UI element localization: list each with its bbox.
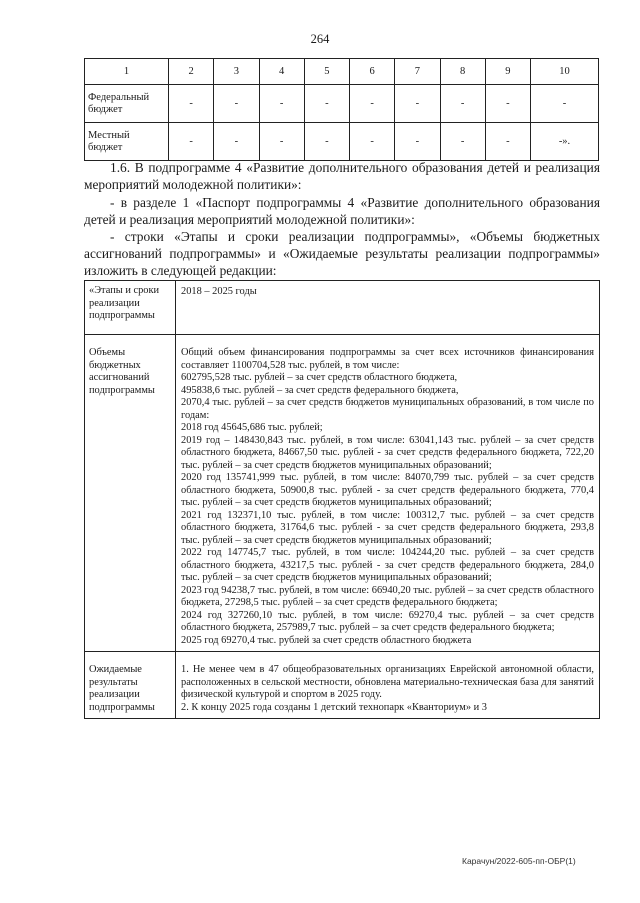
table-cell: -: [440, 85, 485, 123]
text-line: 495838,6 тыс. рублей – за счет средств федерального бюджета,: [181, 384, 459, 396]
document-code: Карачун/2022-605-пп-ОБР(1): [462, 856, 576, 866]
header-cell: 1: [85, 59, 169, 85]
table-header-row: [85, 59, 599, 85]
paragraph-rows-instruction: - строки «Этапы и сроки реализации подпрограммы», «Объемы бюджетных ассигнований подпрограммы» и «Ожидаемые результаты реализации подпрограммы» изложить в следующей редакции:: [84, 229, 600, 278]
table-cell: -: [485, 123, 530, 161]
text-line: Общий объем финансирования подпрограммы за счет всех источников финансирования составляет 1100704,528 тыс. рублей, в том числе:: [181, 347, 594, 371]
table-cell: -: [531, 85, 599, 123]
header-cell: 6: [350, 59, 395, 85]
table-cell: 2018 – 2025 годы: [176, 281, 600, 335]
text-line: 2070,4 тыс. рублей – за счет средств бюджетов муниципальных образований, в том числе по годам:: [181, 397, 594, 421]
table-cell: -: [259, 85, 304, 123]
table-cell: -: [259, 123, 304, 161]
text-line: 2020 год 135741,999 тыс. рублей, в том числе: 84070,799 тыс. рублей – за счет средств областного бюджета, 50900,8 тыс. рублей - за счет средств федерального бюджета, 770,4 тыс. рублей – за счет средств бюджетов муниципальных образований;: [181, 472, 594, 508]
text-line: 602795,528 тыс. рублей – за счет средств областного бюджета,: [181, 372, 458, 383]
row-label: Ожидаемые результаты реализации подпрограммы: [85, 652, 176, 719]
table-row: [85, 335, 600, 652]
budget-table-fragment: [84, 58, 599, 161]
table-cell: -: [395, 85, 440, 123]
text-line: 2019 год – 148430,843 тыс. рублей, в том числе: 63041,143 тыс. рублей – за счет средств областного бюджета, 84667,50 тыс. рублей - за счет средств федерального бюджета, 722,20 тыс. рублей – за счет средств бюджетов муниципальных образований;: [181, 434, 594, 471]
text-line: 2. К концу 2025 года созданы 1 детский технопарк «Кванториум» и 3: [181, 701, 488, 713]
table-cell: -: [350, 123, 395, 161]
table-row: [85, 85, 599, 123]
table-cell: -».: [531, 123, 599, 161]
page-number: 264: [310, 32, 330, 46]
table-cell: -: [485, 85, 530, 123]
row-label: «Этапы и сроки реализации подпрограммы: [85, 281, 176, 335]
table-cell: -: [214, 123, 259, 161]
table-row: [85, 652, 600, 719]
table-cell: -: [350, 85, 395, 123]
table-cell: -: [304, 85, 349, 123]
text-line: 2024 год 327260,10 тыс. рублей, в том числе: 69270,4 тыс. рублей – за счет средств областного бюджета, 257989,7 тыс. рублей – за счет средств федерального бюджета;: [181, 609, 594, 633]
subprogram-passport-table: [84, 280, 600, 719]
header-cell: 3: [214, 59, 259, 85]
header-cell: 2: [169, 59, 214, 85]
header-cell: 9: [485, 59, 530, 85]
header-cell: 5: [304, 59, 349, 85]
table-row: [85, 123, 599, 161]
header-cell: 4: [259, 59, 304, 85]
text-line: 2023 год 94238,7 тыс. рублей, в том числе: 66940,20 тыс. рублей – за счет средств областного бюджета, 27298,5 тыс. рублей – за счет средств федерального бюджета;: [181, 584, 594, 608]
text-line: 2021 год 132371,10 тыс. рублей, в том числе: 100312,7 тыс. рублей – за счет средств областного бюджета, 31764,6 тыс. рублей - за счет средств федерального бюджета, 293,8 тыс. рублей – за счет средств бюджетов муниципальных образований;: [181, 509, 594, 546]
table-cell: -: [214, 85, 259, 123]
header-cell: 8: [440, 59, 485, 85]
table-cell: -: [395, 123, 440, 161]
header-cell: 10: [531, 59, 599, 85]
text-line: 2022 год 147745,7 тыс. рублей, в том числе: 104244,20 тыс. рублей – за счет средств областного бюджета, 43217,5 тыс. рублей - за счет средств федерального бюджета, 284,0 тыс. рублей – за счет средств бюджетов муниципальных образований;: [181, 547, 594, 583]
text-line: 2025 год 69270,4 тыс. рублей за счет средств областного бюджета: [181, 634, 472, 646]
row-label: Федеральный бюджет: [85, 85, 169, 123]
text-line: 2018 год 45645,686 тыс. рублей;: [181, 422, 323, 433]
row-label: Местный бюджет: [85, 123, 169, 161]
paragraph-1-6: 1.6. В подпрограмме 4 «Развитие дополнительного образования детей и реализация мероприятий молодежной политики»:: [84, 160, 600, 192]
table-cell: [176, 335, 600, 652]
table-cell: -: [169, 123, 214, 161]
table-cell: -: [169, 85, 214, 123]
text-line: 1. Не менее чем в 47 общеобразовательных организациях Еврейской автономной области, расположенных в сельской местности, обновлена материально-техническая база для занятий физической культурой и спортом в 2025 году.: [181, 664, 594, 700]
table-cell: [176, 652, 600, 719]
table-row: [85, 281, 600, 335]
paragraph-section-1: - в разделе 1 «Паспорт подпрограммы 4 «Развитие дополнительного образования детей и реализация мероприятий молодежной политики»:: [84, 195, 600, 227]
row-label: Объемы бюджетных ассигнований подпрограммы: [85, 335, 176, 652]
header-cell: 7: [395, 59, 440, 85]
table-cell: -: [440, 123, 485, 161]
table-cell: -: [304, 123, 349, 161]
